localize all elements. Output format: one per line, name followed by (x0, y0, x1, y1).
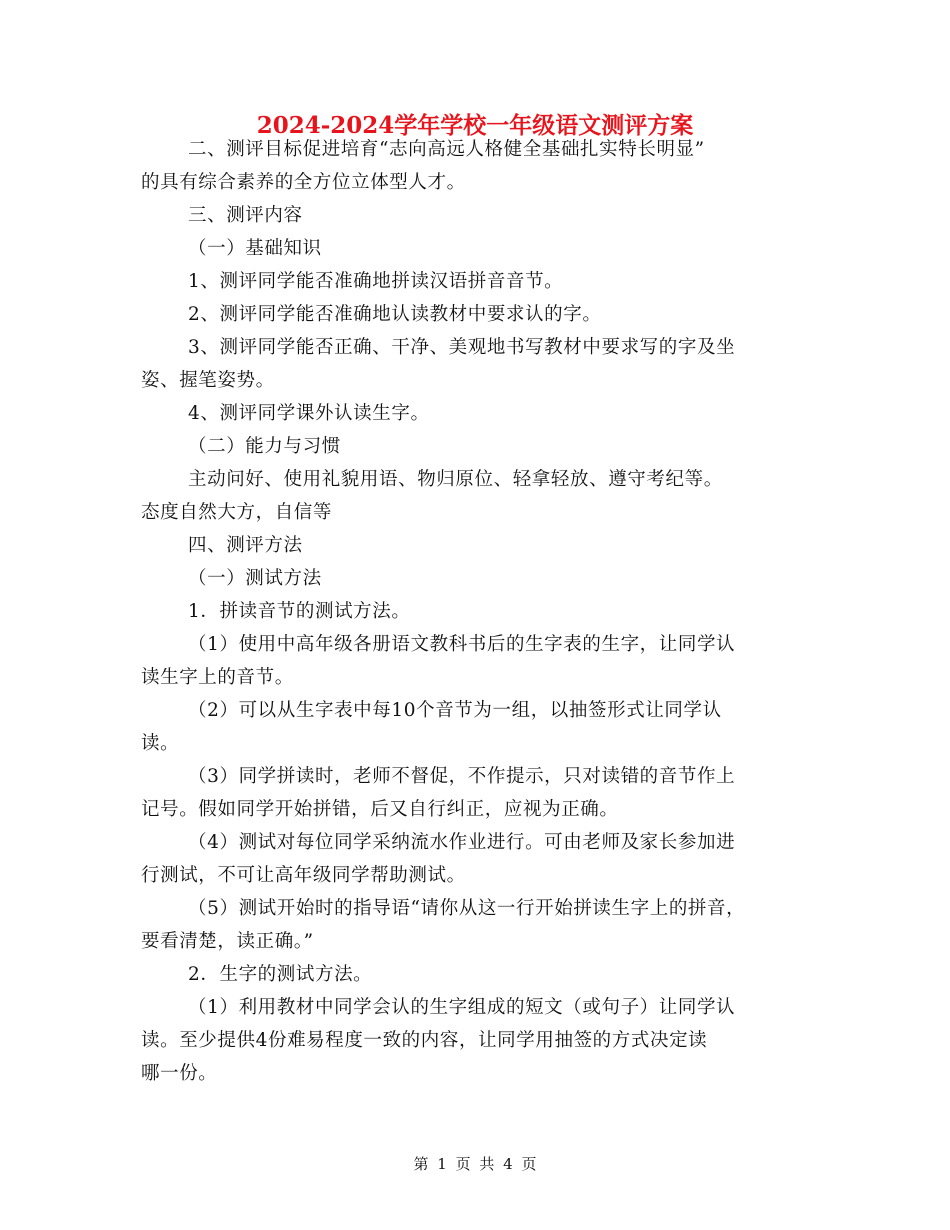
body-line: 2、测评同学能否准确地认读教材中要求认的字。 (188, 304, 602, 325)
body-line: 4、测评同学课外认读生字。 (188, 403, 430, 424)
body-line: 3、测评同学能否正确、干净、美观地书写教材中要求写的字及坐 (188, 337, 736, 358)
subsection-heading: （一）测试方法 (188, 568, 322, 589)
page-footer: 第 1 页 共 4 页 (413, 1155, 537, 1173)
body-line: 记号。假如同学开始拼错，后又自行纠正，应视为正确。 (141, 799, 619, 820)
body-line: （4）测试对每位同学采纳流水作业进行。可由老师及家长参加进 (188, 832, 736, 853)
body-line: 哪一份。 (141, 1063, 218, 1084)
body-line: （3）同学拼读时，老师不督促，不作提示，只对读错的音节作上 (188, 766, 736, 787)
body-line: 二、测评目标促进培育“志向高远人格健全基础扎实特长明显” (188, 139, 705, 160)
subsection-heading: （二）能力与习惯 (188, 436, 341, 457)
subsection-heading: （一）基础知识 (188, 238, 322, 259)
body-line: （1）使用中高年级各册语文教科书后的生字表的生字，让同学认 (188, 634, 736, 655)
body-line: 的具有综合素养的全方位立体型人才。 (141, 172, 466, 193)
section-heading: 三、测评内容 (188, 205, 303, 226)
body-line: （5）测试开始时的指导语“请你从这一行开始拼读生字上的拼音， (188, 898, 746, 919)
body-line: 1．拼读音节的测试方法。 (188, 601, 411, 622)
body-line: （2）可以从生字表中每10个音节为一组，以抽签形式让同学认 (188, 700, 722, 721)
body-line: 读。 (141, 733, 180, 754)
body-line: 态度自然大方，自信等 (141, 502, 333, 523)
body-line: 读。至少提供4份难易程度一致的内容，让同学用抽签的方式决定读 (141, 1030, 708, 1051)
body-line: 读生字上的音节。 (141, 667, 294, 688)
body-line: 要看清楚，读正确。” (141, 931, 314, 952)
body-line: （1）利用教材中同学会认的生字组成的短文（或句子）让同学认 (188, 997, 736, 1018)
body-line: 1、测评同学能否准确地拼读汉语拼音音节。 (188, 271, 564, 292)
body-line: 主动问好、使用礼貌用语、物归原位、轻拿轻放、遵守考纪等。 (188, 469, 723, 490)
document-title: 2024-2024学年学校一年级语文测评方案 (256, 112, 694, 139)
body-line: 姿、握笔姿势。 (141, 370, 275, 391)
body-line: 2．生字的测试方法。 (188, 964, 373, 985)
body-line: 行测试，不可让高年级同学帮助测试。 (141, 865, 466, 886)
section-heading: 四、测评方法 (188, 535, 303, 556)
